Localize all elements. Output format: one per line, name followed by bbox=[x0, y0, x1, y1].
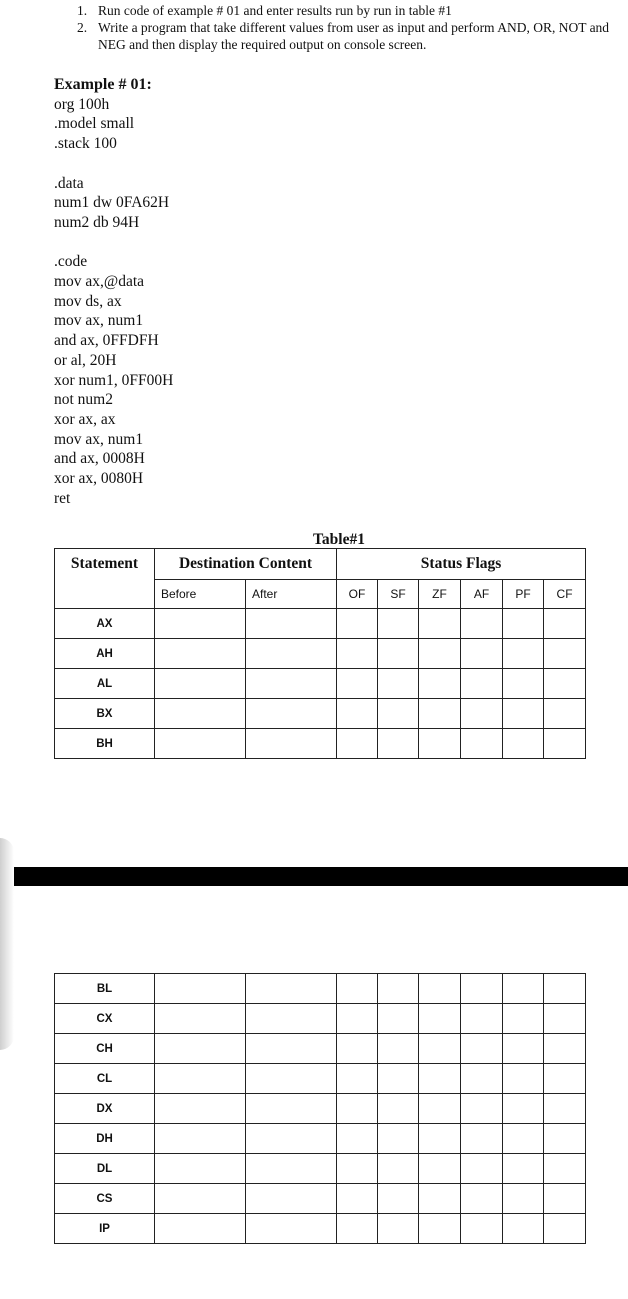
side-handle bbox=[0, 838, 14, 1050]
flag-sf-header: SF bbox=[378, 580, 419, 609]
empty-cell bbox=[419, 729, 461, 759]
code-line: .code bbox=[54, 253, 88, 271]
instructions-list bbox=[77, 2, 617, 53]
empty-cell bbox=[503, 1124, 544, 1154]
empty-cell bbox=[246, 669, 337, 699]
empty-cell bbox=[503, 1184, 544, 1214]
empty-cell bbox=[544, 699, 586, 729]
empty-cell bbox=[246, 1154, 337, 1184]
register-label: CL bbox=[55, 1064, 155, 1094]
code-line: not num2 bbox=[54, 391, 113, 409]
code-line: mov ax, num1 bbox=[54, 312, 144, 330]
empty-cell bbox=[155, 974, 246, 1004]
empty-cell bbox=[544, 1184, 586, 1214]
flag-af-header: AF bbox=[461, 580, 503, 609]
empty-cell bbox=[246, 974, 337, 1004]
flags-header: Status Flags bbox=[337, 549, 586, 580]
empty-cell bbox=[503, 1214, 544, 1244]
empty-cell bbox=[337, 669, 378, 699]
register-label: BX bbox=[55, 699, 155, 729]
table-row bbox=[55, 1004, 586, 1034]
flag-zf-header: ZF bbox=[419, 580, 461, 609]
empty-cell bbox=[461, 639, 503, 669]
empty-cell bbox=[378, 1214, 419, 1244]
empty-cell bbox=[155, 729, 246, 759]
empty-cell bbox=[246, 729, 337, 759]
empty-cell bbox=[246, 1034, 337, 1064]
table-caption: Table#1 bbox=[313, 531, 365, 548]
register-label: DX bbox=[55, 1094, 155, 1124]
register-label: DH bbox=[55, 1124, 155, 1154]
empty-cell bbox=[461, 1064, 503, 1094]
empty-cell bbox=[461, 1124, 503, 1154]
register-label: BL bbox=[55, 974, 155, 1004]
table-row bbox=[55, 974, 586, 1004]
empty-cell bbox=[337, 1094, 378, 1124]
code-line: xor ax, 0080H bbox=[54, 470, 144, 488]
empty-cell bbox=[246, 1004, 337, 1034]
empty-cell bbox=[461, 1184, 503, 1214]
empty-cell bbox=[378, 1184, 419, 1214]
table-row bbox=[55, 609, 586, 639]
empty-cell bbox=[378, 669, 419, 699]
after-header: After bbox=[246, 580, 337, 609]
empty-cell bbox=[337, 609, 378, 639]
register-label: IP bbox=[55, 1214, 155, 1244]
empty-cell bbox=[337, 1154, 378, 1184]
empty-cell bbox=[419, 609, 461, 639]
empty-cell bbox=[544, 729, 586, 759]
empty-cell bbox=[461, 729, 503, 759]
empty-cell bbox=[461, 669, 503, 699]
empty-cell bbox=[378, 609, 419, 639]
instruction-text: Write a program that take different values from user as input and perform AND, OR, NOT and NEG and then display the required output on console screen. bbox=[98, 20, 610, 52]
empty-cell bbox=[246, 1184, 337, 1214]
empty-cell bbox=[337, 699, 378, 729]
empty-cell bbox=[544, 1064, 586, 1094]
flag-of-header: OF bbox=[337, 580, 378, 609]
empty-cell bbox=[544, 1004, 586, 1034]
code-line: .data bbox=[54, 174, 84, 192]
empty-cell bbox=[503, 729, 544, 759]
code-line: num2 db 94H bbox=[54, 213, 140, 231]
flag-cf-header: CF bbox=[544, 580, 586, 609]
table-row bbox=[55, 1154, 586, 1184]
empty-cell bbox=[155, 1064, 246, 1094]
register-label: AH bbox=[55, 639, 155, 669]
table-row bbox=[55, 1094, 586, 1124]
register-label: CS bbox=[55, 1184, 155, 1214]
code-line: ret bbox=[54, 489, 71, 507]
empty-cell bbox=[337, 1064, 378, 1094]
empty-cell bbox=[337, 639, 378, 669]
empty-cell bbox=[544, 1124, 586, 1154]
results-table-continued bbox=[54, 973, 586, 1244]
empty-cell bbox=[461, 1214, 503, 1244]
empty-cell bbox=[155, 1094, 246, 1124]
empty-cell bbox=[544, 974, 586, 1004]
empty-cell bbox=[419, 699, 461, 729]
register-label: CH bbox=[55, 1034, 155, 1064]
empty-cell bbox=[503, 1034, 544, 1064]
empty-cell bbox=[419, 669, 461, 699]
empty-cell bbox=[503, 669, 544, 699]
empty-cell bbox=[461, 699, 503, 729]
empty-cell bbox=[246, 1214, 337, 1244]
empty-cell bbox=[503, 1094, 544, 1124]
statement-header: Statement bbox=[55, 549, 155, 609]
empty-cell bbox=[155, 1184, 246, 1214]
instruction-1 bbox=[77, 2, 617, 19]
empty-cell bbox=[155, 1034, 246, 1064]
code-line: and ax, 0008H bbox=[54, 450, 145, 468]
empty-cell bbox=[503, 1004, 544, 1034]
empty-cell bbox=[378, 974, 419, 1004]
code-line: mov ax,@data bbox=[54, 273, 145, 290]
example-title: Example # 01: bbox=[54, 76, 152, 93]
empty-cell bbox=[419, 1184, 461, 1214]
empty-cell bbox=[337, 1214, 378, 1244]
flag-pf-header: PF bbox=[503, 580, 544, 609]
empty-cell bbox=[337, 1034, 378, 1064]
empty-cell bbox=[544, 639, 586, 669]
code-line: mov ds, ax bbox=[54, 292, 122, 310]
code-line: xor num1, 0FF00H bbox=[54, 371, 174, 389]
empty-cell bbox=[246, 1064, 337, 1094]
table-row bbox=[55, 1034, 586, 1064]
empty-cell bbox=[155, 1124, 246, 1154]
table-row bbox=[55, 669, 586, 699]
table-row bbox=[55, 699, 586, 729]
empty-cell bbox=[544, 669, 586, 699]
empty-cell bbox=[544, 1034, 586, 1064]
before-header: Before bbox=[155, 580, 246, 609]
page-divider bbox=[0, 867, 628, 886]
register-label: AL bbox=[55, 669, 155, 699]
empty-cell bbox=[419, 1034, 461, 1064]
empty-cell bbox=[378, 639, 419, 669]
empty-cell bbox=[155, 699, 246, 729]
empty-cell bbox=[378, 1034, 419, 1064]
table-row bbox=[55, 1184, 586, 1214]
empty-cell bbox=[246, 699, 337, 729]
empty-cell bbox=[246, 1124, 337, 1154]
instruction-2 bbox=[77, 19, 617, 53]
empty-cell bbox=[461, 1094, 503, 1124]
instruction-number: 1. bbox=[77, 3, 88, 18]
empty-cell bbox=[337, 1004, 378, 1034]
destination-header: Destination Content bbox=[155, 549, 337, 580]
register-label: AX bbox=[55, 609, 155, 639]
code-line: .model small bbox=[54, 115, 135, 133]
empty-cell bbox=[378, 1064, 419, 1094]
empty-cell bbox=[419, 974, 461, 1004]
empty-cell bbox=[337, 1124, 378, 1154]
register-label: BH bbox=[55, 729, 155, 759]
empty-cell bbox=[246, 1094, 337, 1124]
empty-cell bbox=[544, 1094, 586, 1124]
instruction-text: Run code of example # 01 and enter results run by run in table #1 bbox=[98, 3, 452, 18]
code-line: xor ax, ax bbox=[54, 410, 116, 428]
empty-cell bbox=[419, 1214, 461, 1244]
empty-cell bbox=[337, 974, 378, 1004]
empty-cell bbox=[503, 974, 544, 1004]
empty-cell bbox=[246, 609, 337, 639]
code-line: org 100h bbox=[54, 95, 110, 113]
empty-cell bbox=[503, 609, 544, 639]
empty-cell bbox=[503, 699, 544, 729]
table-row bbox=[55, 729, 586, 759]
empty-cell bbox=[461, 1034, 503, 1064]
instruction-number: 2. bbox=[77, 20, 88, 35]
table-row bbox=[55, 639, 586, 669]
empty-cell bbox=[378, 1124, 419, 1154]
empty-cell bbox=[461, 609, 503, 639]
register-label: DL bbox=[55, 1154, 155, 1184]
empty-cell bbox=[155, 1214, 246, 1244]
empty-cell bbox=[378, 1004, 419, 1034]
empty-cell bbox=[419, 1004, 461, 1034]
empty-cell bbox=[419, 1094, 461, 1124]
empty-cell bbox=[155, 1004, 246, 1034]
code-line: num1 dw 0FA62H bbox=[54, 194, 170, 212]
empty-cell bbox=[419, 1124, 461, 1154]
empty-cell bbox=[378, 1094, 419, 1124]
empty-cell bbox=[461, 974, 503, 1004]
empty-cell bbox=[378, 729, 419, 759]
empty-cell bbox=[378, 1154, 419, 1184]
empty-cell bbox=[503, 639, 544, 669]
code-line: or al, 20H bbox=[54, 351, 117, 369]
empty-cell bbox=[461, 1154, 503, 1184]
table-row bbox=[55, 1064, 586, 1094]
empty-cell bbox=[155, 1154, 246, 1184]
table-row bbox=[55, 1214, 586, 1244]
empty-cell bbox=[503, 1064, 544, 1094]
empty-cell bbox=[155, 639, 246, 669]
register-label: CX bbox=[55, 1004, 155, 1034]
empty-cell bbox=[544, 609, 586, 639]
empty-cell bbox=[419, 1154, 461, 1184]
empty-cell bbox=[544, 1154, 586, 1184]
empty-cell bbox=[419, 639, 461, 669]
empty-cell bbox=[155, 609, 246, 639]
code-line: mov ax, num1 bbox=[54, 430, 144, 448]
empty-cell bbox=[155, 669, 246, 699]
results-table bbox=[54, 548, 586, 759]
code-line: and ax, 0FFDFH bbox=[54, 332, 159, 350]
empty-cell bbox=[337, 1184, 378, 1214]
empty-cell bbox=[378, 699, 419, 729]
code-line: .stack 100 bbox=[54, 135, 117, 153]
empty-cell bbox=[503, 1154, 544, 1184]
empty-cell bbox=[419, 1064, 461, 1094]
empty-cell bbox=[544, 1214, 586, 1244]
empty-cell bbox=[461, 1004, 503, 1034]
empty-cell bbox=[246, 639, 337, 669]
example-code-block bbox=[54, 75, 173, 508]
table-row bbox=[55, 1124, 586, 1154]
empty-cell bbox=[337, 729, 378, 759]
